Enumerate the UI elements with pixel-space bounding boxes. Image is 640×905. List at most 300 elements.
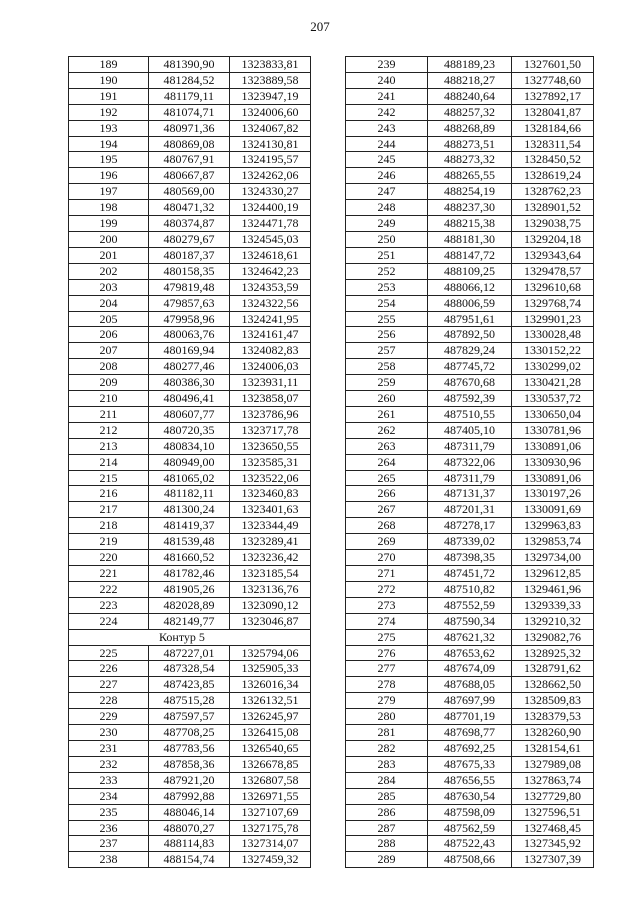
point-number-cell: 227 — [69, 677, 149, 693]
table-row — [346, 454, 594, 470]
y-coordinate-cell: 1329461,96 — [512, 581, 594, 597]
x-coordinate-cell: 488046,14 — [149, 804, 230, 820]
point-number-cell: 251 — [346, 247, 428, 263]
x-coordinate-cell: 487708,25 — [149, 725, 230, 741]
table-row — [346, 422, 594, 438]
point-number-cell: 231 — [69, 740, 149, 756]
x-coordinate-cell: 488273,51 — [428, 136, 512, 152]
point-number-cell: 270 — [346, 550, 428, 566]
table-row — [69, 454, 311, 470]
y-coordinate-cell: 1330891,06 — [512, 438, 594, 454]
y-coordinate-cell: 1323136,76 — [230, 581, 311, 597]
x-coordinate-cell: 480374,87 — [149, 216, 230, 232]
y-coordinate-cell: 1327314,07 — [230, 836, 311, 852]
y-coordinate-cell: 1323889,58 — [230, 72, 311, 88]
point-number-cell: 275 — [346, 629, 428, 645]
table-row — [69, 184, 311, 200]
x-coordinate-cell: 487508,66 — [428, 852, 512, 868]
point-number-cell: 283 — [346, 756, 428, 772]
table-row — [346, 518, 594, 534]
right-coordinate-table — [345, 56, 594, 868]
x-coordinate-cell: 487598,09 — [428, 804, 512, 820]
point-number-cell: 190 — [69, 72, 149, 88]
table-row — [69, 200, 311, 216]
x-coordinate-cell: 488070,27 — [149, 820, 230, 836]
y-coordinate-cell: 1326678,85 — [230, 756, 311, 772]
point-number-cell: 221 — [69, 566, 149, 582]
y-coordinate-cell: 1323090,12 — [230, 597, 311, 613]
y-coordinate-cell: 1330781,96 — [512, 422, 594, 438]
point-number-cell: 200 — [69, 231, 149, 247]
x-coordinate-cell: 488189,23 — [428, 57, 512, 73]
table-row — [346, 788, 594, 804]
y-coordinate-cell: 1330930,96 — [512, 454, 594, 470]
y-coordinate-cell: 1323650,55 — [230, 438, 311, 454]
y-coordinate-cell: 1323401,63 — [230, 502, 311, 518]
y-coordinate-cell: 1330650,04 — [512, 406, 594, 422]
y-coordinate-cell: 1323046,87 — [230, 613, 311, 629]
table-row — [69, 740, 311, 756]
x-coordinate-cell: 479857,63 — [149, 295, 230, 311]
table-row — [69, 343, 311, 359]
table-row — [69, 725, 311, 741]
point-number-cell: 245 — [346, 152, 428, 168]
x-coordinate-cell: 488273,32 — [428, 152, 512, 168]
x-coordinate-cell: 481539,48 — [149, 534, 230, 550]
y-coordinate-cell: 1330537,72 — [512, 391, 594, 407]
point-number-cell: 215 — [69, 470, 149, 486]
x-coordinate-cell: 481179,11 — [149, 88, 230, 104]
table-row — [69, 502, 311, 518]
y-coordinate-cell: 1330421,28 — [512, 375, 594, 391]
x-coordinate-cell: 481284,52 — [149, 72, 230, 88]
point-number-cell: 194 — [69, 136, 149, 152]
x-coordinate-cell: 487951,61 — [428, 311, 512, 327]
x-coordinate-cell: 480667,87 — [149, 168, 230, 184]
table-row — [346, 279, 594, 295]
x-coordinate-cell: 480569,00 — [149, 184, 230, 200]
y-coordinate-cell: 1323858,07 — [230, 391, 311, 407]
y-coordinate-cell: 1324353,59 — [230, 279, 311, 295]
table-row — [69, 645, 311, 661]
x-coordinate-cell: 479958,96 — [149, 311, 230, 327]
point-number-cell: 243 — [346, 120, 428, 136]
table-row — [69, 120, 311, 136]
table-row — [346, 200, 594, 216]
table-row — [69, 406, 311, 422]
point-number-cell: 205 — [69, 311, 149, 327]
y-coordinate-cell: 1324400,19 — [230, 200, 311, 216]
section-row — [69, 629, 311, 645]
x-coordinate-cell: 480834,10 — [149, 438, 230, 454]
y-coordinate-cell: 1327892,17 — [512, 88, 594, 104]
x-coordinate-cell: 481182,11 — [149, 486, 230, 502]
point-number-cell: 259 — [346, 375, 428, 391]
point-number-cell: 254 — [346, 295, 428, 311]
table-row — [69, 168, 311, 184]
y-coordinate-cell: 1324082,83 — [230, 343, 311, 359]
point-number-cell: 210 — [69, 391, 149, 407]
point-number-cell: 287 — [346, 820, 428, 836]
x-coordinate-cell: 487858,36 — [149, 756, 230, 772]
x-coordinate-cell: 488006,59 — [428, 295, 512, 311]
y-coordinate-cell: 1326971,55 — [230, 788, 311, 804]
table-row — [346, 343, 594, 359]
point-number-cell: 280 — [346, 709, 428, 725]
table-row — [346, 661, 594, 677]
x-coordinate-cell: 481419,37 — [149, 518, 230, 534]
table-row — [69, 231, 311, 247]
table-row — [346, 581, 594, 597]
table-row — [346, 772, 594, 788]
table-row — [346, 295, 594, 311]
point-number-cell: 216 — [69, 486, 149, 502]
x-coordinate-cell: 482149,77 — [149, 613, 230, 629]
table-row — [346, 645, 594, 661]
point-number-cell: 224 — [69, 613, 149, 629]
table-row — [346, 693, 594, 709]
point-number-cell: 234 — [69, 788, 149, 804]
point-number-cell: 228 — [69, 693, 149, 709]
table-row — [346, 820, 594, 836]
point-number-cell: 218 — [69, 518, 149, 534]
y-coordinate-cell: 1329734,00 — [512, 550, 594, 566]
point-number-cell: 235 — [69, 804, 149, 820]
point-number-cell: 281 — [346, 725, 428, 741]
table-row — [346, 327, 594, 343]
table-row — [69, 57, 311, 73]
x-coordinate-cell: 488265,55 — [428, 168, 512, 184]
x-coordinate-cell: 487829,24 — [428, 343, 512, 359]
point-number-cell: 211 — [69, 406, 149, 422]
table-row — [346, 72, 594, 88]
point-number-cell: 272 — [346, 581, 428, 597]
point-number-cell: 239 — [346, 57, 428, 73]
table-row — [69, 820, 311, 836]
x-coordinate-cell: 488257,32 — [428, 104, 512, 120]
table-row — [346, 804, 594, 820]
y-coordinate-cell: 1326016,34 — [230, 677, 311, 693]
table-row — [69, 327, 311, 343]
y-coordinate-cell: 1323717,78 — [230, 422, 311, 438]
x-coordinate-cell: 487592,39 — [428, 391, 512, 407]
table-row — [69, 104, 311, 120]
table-row — [69, 375, 311, 391]
table-row — [346, 677, 594, 693]
y-coordinate-cell: 1329343,64 — [512, 247, 594, 263]
table-row — [346, 550, 594, 566]
table-row — [346, 502, 594, 518]
table-row — [69, 391, 311, 407]
y-coordinate-cell: 1324006,03 — [230, 359, 311, 375]
x-coordinate-cell: 487701,19 — [428, 709, 512, 725]
point-number-cell: 226 — [69, 661, 149, 677]
point-number-cell: 191 — [69, 88, 149, 104]
y-coordinate-cell: 1323185,54 — [230, 566, 311, 582]
x-coordinate-cell: 480187,37 — [149, 247, 230, 263]
y-coordinate-cell: 1330197,26 — [512, 486, 594, 502]
x-coordinate-cell: 480767,91 — [149, 152, 230, 168]
point-number-cell: 263 — [346, 438, 428, 454]
y-coordinate-cell: 1323460,83 — [230, 486, 311, 502]
point-number-cell: 232 — [69, 756, 149, 772]
point-number-cell: 214 — [69, 454, 149, 470]
y-coordinate-cell: 1323833,81 — [230, 57, 311, 73]
y-coordinate-cell: 1328311,54 — [512, 136, 594, 152]
table-row — [69, 804, 311, 820]
x-coordinate-cell: 481300,24 — [149, 502, 230, 518]
table-row — [346, 613, 594, 629]
x-coordinate-cell: 487322,06 — [428, 454, 512, 470]
x-coordinate-cell: 487510,55 — [428, 406, 512, 422]
point-number-cell: 230 — [69, 725, 149, 741]
table-row — [346, 152, 594, 168]
point-number-cell: 223 — [69, 597, 149, 613]
y-coordinate-cell: 1324161,47 — [230, 327, 311, 343]
x-coordinate-cell: 487745,72 — [428, 359, 512, 375]
point-number-cell: 260 — [346, 391, 428, 407]
y-coordinate-cell: 1327175,78 — [230, 820, 311, 836]
x-coordinate-cell: 480869,08 — [149, 136, 230, 152]
point-number-cell: 242 — [346, 104, 428, 120]
y-coordinate-cell: 1329901,23 — [512, 311, 594, 327]
x-coordinate-cell: 487675,33 — [428, 756, 512, 772]
table-row — [69, 566, 311, 582]
x-coordinate-cell: 487992,88 — [149, 788, 230, 804]
point-number-cell: 278 — [346, 677, 428, 693]
y-coordinate-cell: 1329612,85 — [512, 566, 594, 582]
x-coordinate-cell: 480158,35 — [149, 263, 230, 279]
point-number-cell: 247 — [346, 184, 428, 200]
table-row — [69, 677, 311, 693]
table-row — [69, 661, 311, 677]
x-coordinate-cell: 487590,34 — [428, 613, 512, 629]
y-coordinate-cell: 1327748,60 — [512, 72, 594, 88]
table-row — [69, 359, 311, 375]
table-row — [69, 709, 311, 725]
x-coordinate-cell: 488237,30 — [428, 200, 512, 216]
point-number-cell: 246 — [346, 168, 428, 184]
point-number-cell: 212 — [69, 422, 149, 438]
point-number-cell: 197 — [69, 184, 149, 200]
table-row — [346, 852, 594, 868]
table-row — [69, 756, 311, 772]
y-coordinate-cell: 1329339,33 — [512, 597, 594, 613]
x-coordinate-cell: 487451,72 — [428, 566, 512, 582]
y-coordinate-cell: 1327863,74 — [512, 772, 594, 788]
table-row — [346, 120, 594, 136]
table-row — [346, 216, 594, 232]
x-coordinate-cell: 480720,35 — [149, 422, 230, 438]
x-coordinate-cell: 487131,37 — [428, 486, 512, 502]
x-coordinate-cell: 488147,72 — [428, 247, 512, 263]
y-coordinate-cell: 1328762,23 — [512, 184, 594, 200]
x-coordinate-cell: 487670,68 — [428, 375, 512, 391]
y-coordinate-cell: 1328509,83 — [512, 693, 594, 709]
table-row — [69, 88, 311, 104]
y-coordinate-cell: 1323947,19 — [230, 88, 311, 104]
x-coordinate-cell: 487892,50 — [428, 327, 512, 343]
table-row — [346, 756, 594, 772]
y-coordinate-cell: 1329768,74 — [512, 295, 594, 311]
y-coordinate-cell: 1324322,56 — [230, 295, 311, 311]
y-coordinate-cell: 1326415,08 — [230, 725, 311, 741]
point-number-cell: 217 — [69, 502, 149, 518]
x-coordinate-cell: 488066,12 — [428, 279, 512, 295]
y-coordinate-cell: 1324545,03 — [230, 231, 311, 247]
x-coordinate-cell: 480496,41 — [149, 391, 230, 407]
table-row — [69, 470, 311, 486]
table-row — [346, 709, 594, 725]
table-row — [69, 152, 311, 168]
point-number-cell: 204 — [69, 295, 149, 311]
x-coordinate-cell: 487405,10 — [428, 422, 512, 438]
page-number: 207 — [310, 19, 330, 34]
point-number-cell: 241 — [346, 88, 428, 104]
table-row — [69, 581, 311, 597]
table-row — [69, 216, 311, 232]
y-coordinate-cell: 1328260,90 — [512, 725, 594, 741]
table-row — [69, 613, 311, 629]
table-row — [69, 836, 311, 852]
table-row — [346, 375, 594, 391]
y-coordinate-cell: 1329210,32 — [512, 613, 594, 629]
point-number-cell: 222 — [69, 581, 149, 597]
x-coordinate-cell: 487328,54 — [149, 661, 230, 677]
point-number-cell: 253 — [346, 279, 428, 295]
table-row — [346, 359, 594, 375]
point-number-cell: 206 — [69, 327, 149, 343]
table-row — [346, 438, 594, 454]
table-row — [69, 597, 311, 613]
point-number-cell: 262 — [346, 422, 428, 438]
point-number-cell: 220 — [69, 550, 149, 566]
x-coordinate-cell: 480279,67 — [149, 231, 230, 247]
table-row — [69, 422, 311, 438]
y-coordinate-cell: 1327459,32 — [230, 852, 311, 868]
x-coordinate-cell: 487692,25 — [428, 740, 512, 756]
y-coordinate-cell: 1327307,39 — [512, 852, 594, 868]
point-number-cell: 273 — [346, 597, 428, 613]
table-row — [346, 566, 594, 582]
x-coordinate-cell: 481660,52 — [149, 550, 230, 566]
point-number-cell: 265 — [346, 470, 428, 486]
table-row — [346, 836, 594, 852]
y-coordinate-cell: 1328925,32 — [512, 645, 594, 661]
y-coordinate-cell: 1324067,82 — [230, 120, 311, 136]
table-row — [69, 311, 311, 327]
y-coordinate-cell: 1327989,08 — [512, 756, 594, 772]
table-row — [346, 136, 594, 152]
y-coordinate-cell: 1327596,51 — [512, 804, 594, 820]
table-row — [69, 263, 311, 279]
x-coordinate-cell: 487398,35 — [428, 550, 512, 566]
table-row — [346, 406, 594, 422]
y-coordinate-cell: 1326245,97 — [230, 709, 311, 725]
y-coordinate-cell: 1323931,11 — [230, 375, 311, 391]
x-coordinate-cell: 488268,89 — [428, 120, 512, 136]
table-row — [346, 391, 594, 407]
x-coordinate-cell: 479819,48 — [149, 279, 230, 295]
point-number-cell: 252 — [346, 263, 428, 279]
point-number-cell: 207 — [69, 343, 149, 359]
point-number-cell: 209 — [69, 375, 149, 391]
x-coordinate-cell: 482028,89 — [149, 597, 230, 613]
y-coordinate-cell: 1323344,49 — [230, 518, 311, 534]
y-coordinate-cell: 1323236,42 — [230, 550, 311, 566]
y-coordinate-cell: 1328450,52 — [512, 152, 594, 168]
point-number-cell: 201 — [69, 247, 149, 263]
point-number-cell: 237 — [69, 836, 149, 852]
x-coordinate-cell: 481782,46 — [149, 566, 230, 582]
x-coordinate-cell: 487227,01 — [149, 645, 230, 661]
table-row — [69, 518, 311, 534]
x-coordinate-cell: 487510,82 — [428, 581, 512, 597]
x-coordinate-cell: 480386,30 — [149, 375, 230, 391]
y-coordinate-cell: 1325905,33 — [230, 661, 311, 677]
x-coordinate-cell: 488114,83 — [149, 836, 230, 852]
x-coordinate-cell: 480607,77 — [149, 406, 230, 422]
y-coordinate-cell: 1330891,06 — [512, 470, 594, 486]
y-coordinate-cell: 1324130,81 — [230, 136, 311, 152]
table-row — [346, 184, 594, 200]
x-coordinate-cell: 487597,57 — [149, 709, 230, 725]
table-row — [69, 788, 311, 804]
point-number-cell: 238 — [69, 852, 149, 868]
y-coordinate-cell: 1323289,41 — [230, 534, 311, 550]
point-number-cell: 282 — [346, 740, 428, 756]
x-coordinate-cell: 488215,38 — [428, 216, 512, 232]
table-row — [346, 311, 594, 327]
x-coordinate-cell: 487674,09 — [428, 661, 512, 677]
point-number-cell: 279 — [346, 693, 428, 709]
table-row — [346, 168, 594, 184]
x-coordinate-cell: 481390,90 — [149, 57, 230, 73]
y-coordinate-cell: 1330091,69 — [512, 502, 594, 518]
point-number-cell: 202 — [69, 263, 149, 279]
y-coordinate-cell: 1325794,06 — [230, 645, 311, 661]
x-coordinate-cell: 480277,46 — [149, 359, 230, 375]
y-coordinate-cell: 1328662,50 — [512, 677, 594, 693]
y-coordinate-cell: 1324642,23 — [230, 263, 311, 279]
point-number-cell: 195 — [69, 152, 149, 168]
x-coordinate-cell: 487339,02 — [428, 534, 512, 550]
table-row — [69, 693, 311, 709]
point-number-cell: 269 — [346, 534, 428, 550]
table-row — [346, 740, 594, 756]
table-row — [69, 72, 311, 88]
point-number-cell: 208 — [69, 359, 149, 375]
y-coordinate-cell: 1324006,60 — [230, 104, 311, 120]
x-coordinate-cell: 488254,19 — [428, 184, 512, 200]
table-row — [69, 438, 311, 454]
point-number-cell: 229 — [69, 709, 149, 725]
point-number-cell: 213 — [69, 438, 149, 454]
y-coordinate-cell: 1328041,87 — [512, 104, 594, 120]
y-coordinate-cell: 1330152,22 — [512, 343, 594, 359]
point-number-cell: 284 — [346, 772, 428, 788]
point-number-cell: 236 — [69, 820, 149, 836]
point-number-cell: 193 — [69, 120, 149, 136]
point-number-cell: 257 — [346, 343, 428, 359]
y-coordinate-cell: 1329610,68 — [512, 279, 594, 295]
x-coordinate-cell: 487423,85 — [149, 677, 230, 693]
y-coordinate-cell: 1329038,75 — [512, 216, 594, 232]
point-number-cell: 198 — [69, 200, 149, 216]
x-coordinate-cell: 487921,20 — [149, 772, 230, 788]
point-number-cell: 250 — [346, 231, 428, 247]
y-coordinate-cell: 1324241,95 — [230, 311, 311, 327]
